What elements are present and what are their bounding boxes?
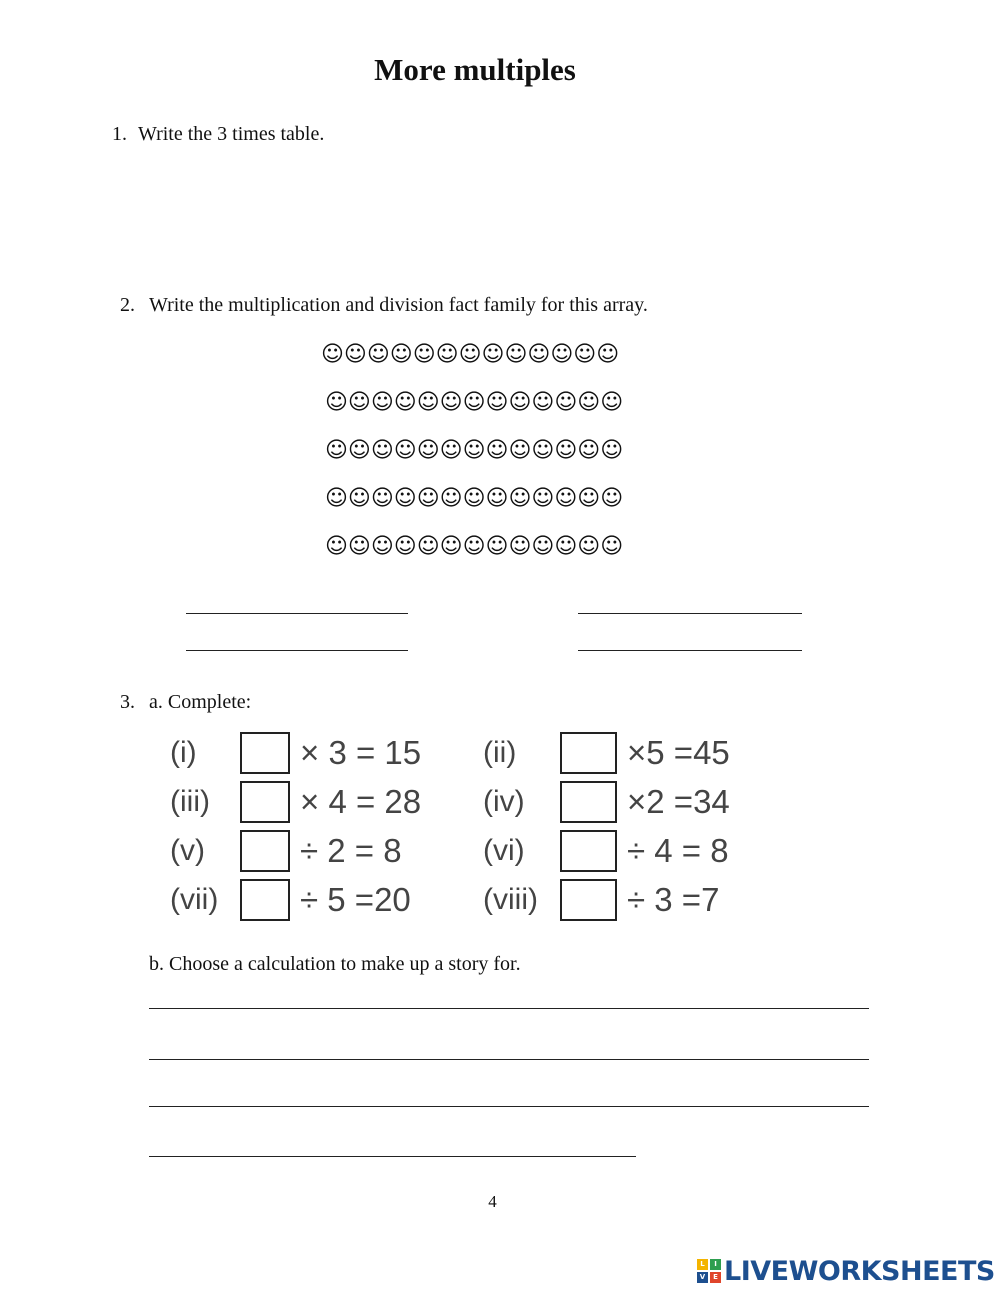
equation-expression: ×5 =45 [627,734,730,771]
logo-grid-icon [697,1259,721,1283]
equation-label: (ii) [483,736,517,769]
question-3a-text: a. Complete: [149,691,252,713]
logo-letter-v: V [697,1272,708,1283]
answer-box[interactable] [240,879,290,921]
page-number: 4 [488,1192,497,1211]
equation-label: (iii) [170,785,210,818]
array-row-1: ☺☺☺☺☺☺☺☺☺☺☺☺☺ [321,342,620,367]
logo-letter-e: E [710,1272,721,1283]
question-3b-text: b. Choose a calculation to make up a story for. [149,953,521,975]
story-answer-line-1[interactable] [149,1008,869,1009]
answer-box[interactable] [240,830,290,872]
equation-expression: ÷ 3 =7 [627,881,720,918]
fact-family-answer-line-4[interactable] [578,650,802,651]
answer-box[interactable] [560,879,617,921]
equation-iv [483,779,730,825]
question-3 [120,691,251,714]
logo-letter-l: L [697,1259,708,1270]
array-row-3: ☺☺☺☺☺☺☺☺☺☺☺☺☺ [325,438,624,463]
liveworksheets-logo [697,1254,995,1288]
fact-family-answer-line-1[interactable] [186,613,408,614]
array-row-2: ☺☺☺☺☺☺☺☺☺☺☺☺☺ [325,390,624,415]
equation-expression: ÷ 2 = 8 [300,832,402,869]
equation-expression: ÷ 5 =20 [300,881,411,918]
answer-box[interactable] [240,781,290,823]
story-answer-line-2[interactable] [149,1059,869,1060]
equation-v [170,828,402,874]
equation-label: (vii) [170,883,219,916]
equation-label: (v) [170,834,205,867]
logo-text: LIVEWORKSHEETS [724,1255,995,1287]
smiley-array [300,338,680,578]
question-2-text: Write the multiplication and division fact family for this array. [149,294,648,316]
equation-vii [170,877,411,923]
logo-letter-i: I [710,1259,721,1270]
equation-label: (iv) [483,785,525,818]
question-1-text: Write the 3 times table. [138,123,325,145]
page-title: More multiples [374,52,576,87]
equation-expression: × 3 = 15 [300,734,422,771]
equation-expression: ÷ 4 = 8 [627,832,729,869]
equation-ii [483,730,730,776]
question-1 [112,123,324,146]
question-1-number: 1. [112,123,127,145]
answer-box[interactable] [560,732,617,774]
equation-expression: ×2 =34 [627,783,730,820]
equation-label: (vi) [483,834,525,867]
equation-label: (i) [170,736,197,769]
array-row-5: ☺☺☺☺☺☺☺☺☺☺☺☺☺ [325,534,624,559]
array-row-4: ☺☺☺☺☺☺☺☺☺☺☺☺☺ [325,486,624,511]
question-2-number: 2. [120,294,135,316]
fact-family-answer-line-2[interactable] [578,613,802,614]
story-answer-line-4[interactable] [149,1156,636,1157]
story-answer-line-3[interactable] [149,1106,869,1107]
answer-box[interactable] [560,781,617,823]
equation-label: (viii) [483,883,538,916]
equation-iii [170,779,421,825]
answer-box[interactable] [240,732,290,774]
equation-i [170,730,421,776]
equation-vi [483,828,729,874]
equation-viii [483,877,719,923]
equation-expression: × 4 = 28 [300,783,422,820]
answer-box[interactable] [560,830,617,872]
question-2 [120,294,648,317]
fact-family-answer-line-3[interactable] [186,650,408,651]
question-3-number: 3. [120,691,135,713]
